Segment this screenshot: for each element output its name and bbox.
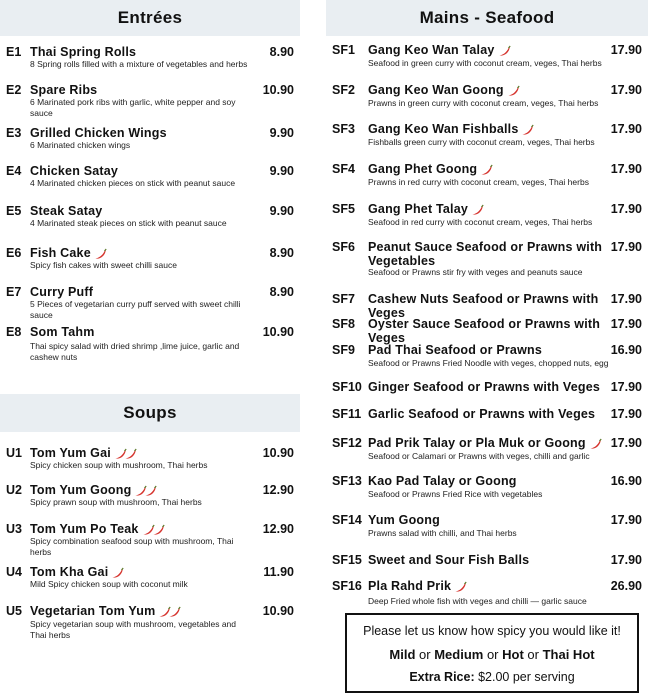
item-description: Seafood or Prawns Fried Rice with vegetables bbox=[368, 489, 543, 499]
item-name-text: Gang Keo Wan Fishballs bbox=[368, 122, 519, 136]
item-code: E1 bbox=[6, 45, 22, 59]
item-description: Seafood or Prawns stir fry with veges and peanuts sauce bbox=[368, 267, 583, 277]
item-name-text: Pad Thai Seafood or Prawns bbox=[368, 343, 542, 357]
spice-notice-text: Please let us know how spicy you would like it! bbox=[363, 624, 621, 638]
chili-icon bbox=[144, 485, 157, 497]
item-name bbox=[368, 343, 618, 357]
item-price: 17.90 bbox=[610, 380, 642, 394]
item-code: E4 bbox=[6, 164, 22, 178]
item-name bbox=[368, 380, 618, 394]
item-code: E3 bbox=[6, 126, 22, 140]
extra-rice-label: Extra Rice: bbox=[409, 670, 475, 684]
item-code: SF8 bbox=[332, 317, 355, 331]
item-description: Prawns in green curry with coconut cream, veges, Thai herbs bbox=[368, 98, 599, 108]
chili-icon bbox=[152, 524, 165, 536]
item-description: 8 Spring rolls filled with a mixture of vegetables and herbs bbox=[30, 59, 248, 69]
item-price: 17.90 bbox=[610, 162, 642, 176]
item-name bbox=[368, 317, 618, 345]
item-code: U2 bbox=[6, 483, 22, 497]
spice-or: or bbox=[483, 647, 503, 662]
item-code: SF1 bbox=[332, 43, 355, 57]
item-price: 17.90 bbox=[610, 513, 642, 527]
item-description: Seafood in green curry with coconut cream, veges, Thai herbs bbox=[368, 58, 602, 68]
item-description: Spicy combination seafood soup with mushroom, Thai herbs bbox=[30, 536, 234, 557]
item-code: SF13 bbox=[332, 474, 362, 488]
spice-medium: Medium bbox=[434, 647, 484, 662]
entrees-header bbox=[0, 0, 300, 36]
spice-or: or bbox=[415, 647, 435, 662]
item-code: SF5 bbox=[332, 202, 355, 216]
item-price: 12.90 bbox=[262, 483, 294, 497]
item-price: 10.90 bbox=[262, 325, 294, 339]
soups-header bbox=[0, 394, 300, 432]
item-price: 17.90 bbox=[610, 122, 642, 136]
item-description: Prawns in red curry with coconut cream, veges, Thai herbs bbox=[368, 177, 589, 187]
item-name bbox=[30, 604, 252, 618]
item-description: 5 Pieces of vegetarian curry puff served with sweet chilli sauce bbox=[30, 299, 241, 320]
entrees-title: Entrées bbox=[117, 8, 183, 27]
item-code: SF10 bbox=[332, 380, 362, 394]
item-code: E2 bbox=[6, 83, 22, 97]
item-code: U3 bbox=[6, 522, 22, 536]
item-name bbox=[368, 474, 618, 488]
item-code: SF11 bbox=[332, 407, 362, 421]
chili-icon bbox=[507, 85, 520, 97]
item-code: U5 bbox=[6, 604, 22, 618]
item-name-text: Gang Keo Wan Talay bbox=[368, 43, 495, 57]
item-name bbox=[30, 164, 252, 178]
item-code: E8 bbox=[6, 325, 22, 339]
item-price: 26.90 bbox=[610, 579, 642, 593]
item-name bbox=[368, 162, 618, 176]
item-name bbox=[368, 83, 618, 97]
chili-icon bbox=[94, 248, 107, 260]
item-name bbox=[30, 483, 252, 497]
item-name-text: Tom Yum Po Teak bbox=[30, 522, 139, 536]
chili-icon bbox=[480, 164, 493, 176]
item-description: Prawns salad with chilli, and Thai herbs bbox=[368, 528, 517, 538]
item-name-text: Peanut Sauce Seafood or Prawns with Vegetables bbox=[368, 240, 603, 268]
chili-icon bbox=[111, 567, 124, 579]
item-name bbox=[368, 407, 618, 421]
extra-rice-price: $2.00 per serving bbox=[474, 670, 575, 684]
item-code: SF2 bbox=[332, 83, 355, 97]
item-code: SF6 bbox=[332, 240, 355, 254]
item-price: 8.90 bbox=[269, 246, 294, 260]
seafood-title: Mains - Seafood bbox=[419, 8, 555, 27]
item-name-text: Pla Rahd Prik bbox=[368, 579, 452, 593]
chili-icon bbox=[471, 204, 484, 216]
chili-icon bbox=[498, 45, 511, 57]
chili-icon bbox=[589, 438, 602, 450]
item-price: 8.90 bbox=[269, 285, 294, 299]
item-name-text: Grilled Chicken Wings bbox=[30, 126, 167, 140]
chili-icon bbox=[454, 581, 467, 593]
chili-icon bbox=[521, 124, 534, 136]
item-description: Fishballs green curry with coconut cream, veges, Thai herbs bbox=[368, 137, 595, 147]
item-price: 8.90 bbox=[269, 45, 294, 59]
item-name bbox=[30, 285, 252, 299]
item-name bbox=[30, 565, 252, 579]
item-name-text: Garlic Seafood or Prawns with Veges bbox=[368, 407, 596, 421]
item-code: SF3 bbox=[332, 122, 355, 136]
item-name bbox=[30, 83, 252, 97]
item-name bbox=[368, 122, 618, 136]
spice-mild: Mild bbox=[389, 647, 416, 662]
item-name-text: Fish Cake bbox=[30, 246, 91, 260]
spice-or: or bbox=[523, 647, 543, 662]
item-price: 11.90 bbox=[263, 565, 294, 579]
item-price: 16.90 bbox=[610, 474, 642, 488]
item-price: 17.90 bbox=[610, 317, 642, 331]
item-name bbox=[30, 45, 252, 59]
item-description: Spicy prawn soup with mushroom, Thai herbs bbox=[30, 497, 202, 507]
item-name bbox=[368, 43, 618, 57]
item-name-text: Pad Prik Talay or Pla Muk or Goong bbox=[368, 436, 586, 450]
item-name bbox=[368, 553, 618, 567]
item-code: SF14 bbox=[332, 513, 362, 527]
chili-icon bbox=[168, 606, 181, 618]
item-description: 6 Marinated pork ribs with garlic, white pepper and soy sauce bbox=[30, 97, 236, 118]
item-price: 17.90 bbox=[610, 83, 642, 97]
item-description: Spicy vegetarian soup with mushroom, vegetables and Thai herbs bbox=[30, 619, 237, 640]
item-price: 16.90 bbox=[610, 343, 642, 357]
item-code: E6 bbox=[6, 246, 22, 260]
item-description: 4 Marinated chicken pieces on stick with peanut sauce bbox=[30, 178, 236, 188]
item-name bbox=[368, 513, 618, 527]
item-name bbox=[368, 292, 618, 320]
item-name-text: Som Tahm bbox=[30, 325, 95, 339]
item-code: SF15 bbox=[332, 553, 362, 567]
item-name-text: Oyster Sauce Seafood or Prawns with Veges bbox=[368, 317, 601, 345]
item-name-text: Thai Spring Rolls bbox=[30, 45, 137, 59]
item-price: 9.90 bbox=[269, 204, 294, 218]
item-name bbox=[368, 579, 618, 593]
seafood-header bbox=[326, 0, 648, 36]
item-name-text: Sweet and Sour Fish Balls bbox=[368, 553, 530, 567]
item-description: Seafood in red curry with coconut cream, veges, Thai herbs bbox=[368, 217, 593, 227]
item-price: 10.90 bbox=[262, 446, 294, 460]
item-code: E7 bbox=[6, 285, 22, 299]
item-price: 17.90 bbox=[610, 240, 642, 254]
item-code: SF4 bbox=[332, 162, 355, 176]
item-name-text: Spare Ribs bbox=[30, 83, 98, 97]
spice-hot: Hot bbox=[502, 647, 524, 662]
item-price: 17.90 bbox=[610, 553, 642, 567]
item-price: 17.90 bbox=[610, 43, 642, 57]
item-price: 9.90 bbox=[269, 164, 294, 178]
extra-rice bbox=[347, 670, 637, 684]
item-name bbox=[30, 246, 252, 260]
soups-title: Soups bbox=[123, 403, 177, 422]
item-description: 4 Marinated steak pieces on stick with peanut sauce bbox=[30, 218, 227, 228]
item-code: SF7 bbox=[332, 292, 355, 306]
item-name-text: Ginger Seafood or Prawns with Veges bbox=[368, 380, 601, 394]
item-price: 12.90 bbox=[262, 522, 294, 536]
item-description: Seafood or Prawns Fried Noodle with veges, chopped nuts, egg bbox=[368, 358, 609, 368]
item-code: U1 bbox=[6, 446, 22, 460]
chili-icon bbox=[124, 448, 137, 460]
item-name bbox=[30, 325, 252, 339]
item-name-text: Kao Pad Talay or Goong bbox=[368, 474, 517, 488]
item-name bbox=[30, 126, 252, 140]
item-name-text: Vegetarian Tom Yum bbox=[30, 604, 156, 618]
item-name-text: Tom Yum Goong bbox=[30, 483, 132, 497]
item-name bbox=[368, 202, 618, 216]
item-description: Seafood or Calamari or Prawns with veges, chilli and garlic bbox=[368, 451, 590, 461]
item-description: Spicy fish cakes with sweet chilli sauce bbox=[30, 260, 177, 270]
item-name-text: Cashew Nuts Seafood or Prawns with Veges bbox=[368, 292, 599, 320]
spice-notice-box bbox=[345, 613, 639, 693]
item-name-text: Gang Phet Talay bbox=[368, 202, 469, 216]
item-name bbox=[30, 522, 252, 536]
item-name-text: Tom Yum Gai bbox=[30, 446, 111, 460]
item-name-text: Curry Puff bbox=[30, 285, 94, 299]
item-name-text: Gang Phet Goong bbox=[368, 162, 478, 176]
item-description: Mild Spicy chicken soup with coconut milk bbox=[30, 579, 188, 589]
spice-levels bbox=[347, 647, 637, 662]
item-price: 10.90 bbox=[262, 83, 294, 97]
item-code: U4 bbox=[6, 565, 22, 579]
item-price: 10.90 bbox=[262, 604, 294, 618]
spice-thai-hot: Thai Hot bbox=[542, 647, 595, 662]
item-code: SF16 bbox=[332, 579, 362, 593]
item-name bbox=[30, 204, 252, 218]
item-name bbox=[368, 240, 618, 268]
item-price: 17.90 bbox=[610, 436, 642, 450]
item-name bbox=[30, 446, 252, 460]
item-price: 17.90 bbox=[610, 292, 642, 306]
item-price: 17.90 bbox=[610, 407, 642, 421]
item-description: 6 Marinated chicken wings bbox=[30, 140, 131, 150]
item-name-text: Chicken Satay bbox=[30, 164, 119, 178]
item-description: Spicy chicken soup with mushroom, Thai herbs bbox=[30, 460, 208, 470]
item-description: Thai spicy salad with dried shrimp ,lime juice, garlic and cashew nuts bbox=[30, 341, 240, 362]
item-code: SF12 bbox=[332, 436, 362, 450]
item-description: Deep Fried whole fish with veges and chilli — garlic sauce bbox=[368, 596, 587, 606]
item-price: 17.90 bbox=[610, 202, 642, 216]
item-name bbox=[368, 436, 618, 450]
item-code: E5 bbox=[6, 204, 22, 218]
item-code: SF9 bbox=[332, 343, 355, 357]
item-name-text: Yum Goong bbox=[368, 513, 440, 527]
item-name-text: Gang Keo Wan Goong bbox=[368, 83, 504, 97]
item-price: 9.90 bbox=[269, 126, 294, 140]
item-name-text: Steak Satay bbox=[30, 204, 103, 218]
item-name-text: Tom Kha Gai bbox=[30, 565, 109, 579]
